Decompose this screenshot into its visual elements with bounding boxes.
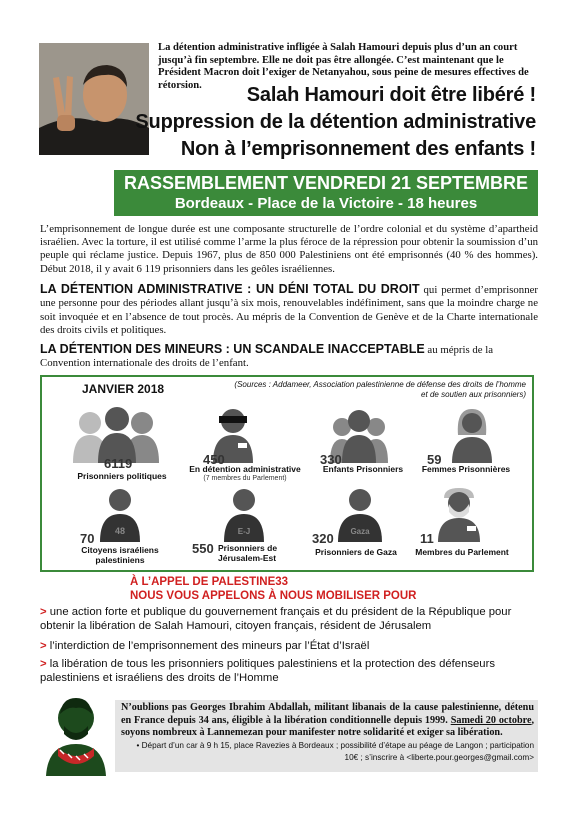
demand-item <box>40 658 540 685</box>
statistics-sources: (Sources : Addameer, Association palestinienne de défense des droits de l’homme et de soutien aux prisonniers) <box>234 380 526 399</box>
stat-number-parliament: 11 <box>420 531 434 546</box>
stat-label-women: Femmes Prisonnières <box>421 464 511 474</box>
stat-label-parliament: Membres du Parlement <box>415 547 509 557</box>
stat-number-women: 59 <box>427 452 442 467</box>
footer-date: Samedi 20 octobre <box>450 714 532 726</box>
stat-label-israeli: Citoyens israéliens palestiniens <box>81 545 159 565</box>
stat-number-jerusalem: 550 <box>192 541 214 556</box>
women-prisoners-icon <box>450 405 494 463</box>
statistics-month: JANVIER 2018 <box>82 382 165 396</box>
appeal-title: À L’APPEL DE PALESTINE33 <box>130 576 289 588</box>
stat-number-political: 6119 <box>104 456 133 471</box>
section-text-minors: au mépris de la Convention internationale des droits de l’enfant. <box>40 344 494 370</box>
footer-bus-info: • Départ d’un car à 9 h 15, place Ravezies à Bordeaux ; possibilité d’étape au péage de Langon ; participation 10€ ; s’inscrire à <liberte.pour.georges@gmail.com> <box>136 741 534 762</box>
stat-number-israeli: 70 <box>80 531 95 546</box>
political-prisoners-icon <box>70 403 165 463</box>
demand-item <box>40 640 540 654</box>
arrow-icon: > <box>40 640 47 652</box>
paragraph-administrative-detention <box>40 283 538 338</box>
stat-label-children: Enfants Prisonniers <box>322 464 404 474</box>
israeli-citizens-icon <box>98 486 142 542</box>
jersey-text-ej: E-J <box>237 527 251 536</box>
paragraph-imprisonment: L’emprisonnement de longue durée est une composante structurelle de l’ordre colonial et du système d’apartheid israélien. Avec la torture, il est utilisé comme l’arme la plus féroce de la répression pour obtenir la soumission d’un peuple qui réclame justice. Depuis 1967, plus de 850 000 Palestiniens ont été emprisonnés (40 % des hommes). Début 2018, il y avait 6 119 prisonniers dans les geôles israéliennes. <box>40 223 538 275</box>
stat-label-political: Prisonniers politiques <box>77 471 167 481</box>
jersey-text-48: 48 <box>114 526 126 536</box>
gaza-prisoners-icon <box>335 486 385 542</box>
demand-item <box>40 606 540 633</box>
demand-text: une action forte et publique du gouvernement français et du président de la République pour obtenir la libération de Salah Hamouri, citoyen français, résident de Jérusalem <box>40 606 512 632</box>
paragraph-minors <box>40 343 538 371</box>
stat-number-administrative: 450 <box>203 452 225 467</box>
parliament-members-icon <box>436 486 482 542</box>
rally-date: RASSEMBLEMENT VENDREDI 21 SEPTEMBRE <box>123 173 529 193</box>
stat-number-children: 330 <box>320 452 342 467</box>
arrow-icon: > <box>40 606 47 618</box>
rally-place: Bordeaux - Place de la Victoire - 18 heures <box>174 195 478 212</box>
headline-children: Non à l’emprisonnement des enfants ! <box>180 138 536 160</box>
stat-label-gaza: Prisonniers de Gaza <box>315 547 397 557</box>
salah-hamouri-photo <box>39 43 149 155</box>
jersey-text-gaza: Gaza <box>350 527 370 536</box>
stat-label-administrative: En détention administrative <box>189 464 301 474</box>
headline-liberation: Salah Hamouri doit être libéré ! <box>246 84 536 106</box>
stat-number-gaza: 320 <box>312 531 334 546</box>
headline-suppression: Suppression de la détention administrative <box>135 111 536 133</box>
stat-sub-administrative: (7 membres du Parlement) <box>203 475 287 482</box>
footer-text-b: , soyons nombreux à Lannemezan pour manifester notre solidarité et exiger sa libération. <box>121 714 535 739</box>
section-text-administrative: qui permet d’emprisonner une personne pour des périodes allant jusqu’à six mois, renouvelables indéfiniment, sans que la moindre charge ne soit invoquée et en l’absence de tout procès. Au mépris de la Convention de Genève et de la Charte internationale des droits civils et politiques. <box>40 284 538 337</box>
georges-abdallah-portrait <box>40 688 112 776</box>
demand-text: la libération de tous les prisonniers politiques palestiniens et la protection des défenseurs palestiniens et israéliens des droits de l’Homme <box>40 658 495 684</box>
section-title-administrative: LA DÉTENTION ADMINISTRATIVE : UN DÉNI TOTAL DU DROIT <box>40 282 420 296</box>
footer-abdallah-text <box>121 702 534 740</box>
section-title-minors: LA DÉTENTION DES MINEURS : UN SCANDALE INACCEPTABLE <box>40 342 425 356</box>
rally-banner <box>114 170 538 216</box>
demand-text: l’interdiction de l’emprisonnement des mineurs par l’État d’Israël <box>49 640 370 652</box>
jerusalem-prisoners-icon <box>222 486 266 542</box>
appeal-subtitle: NOUS VOUS APPELONS À NOUS MOBILISER POUR <box>130 590 417 602</box>
stat-label-jerusalem: Prisonniers de Jérusalem-Est <box>218 543 278 563</box>
footer-text-a: N’oublions pas Georges Ibrahim Abdallah, militant libanais de la cause palestinienne, détenu en France depuis 34 ans, éligible à la libération conditionnelle depuis 1999. <box>121 702 534 726</box>
arrow-icon: > <box>40 658 47 670</box>
intro-text: La détention administrative infligée à Salah Hamouri depuis plus d’un an court jusqu’à fin septembre. Elle ne doit pas être allongée. C’est maintenant que le Président Macron doit l’exiger de Netanyahou, sous peine de mesures effectives de rétorsion. <box>158 42 529 91</box>
